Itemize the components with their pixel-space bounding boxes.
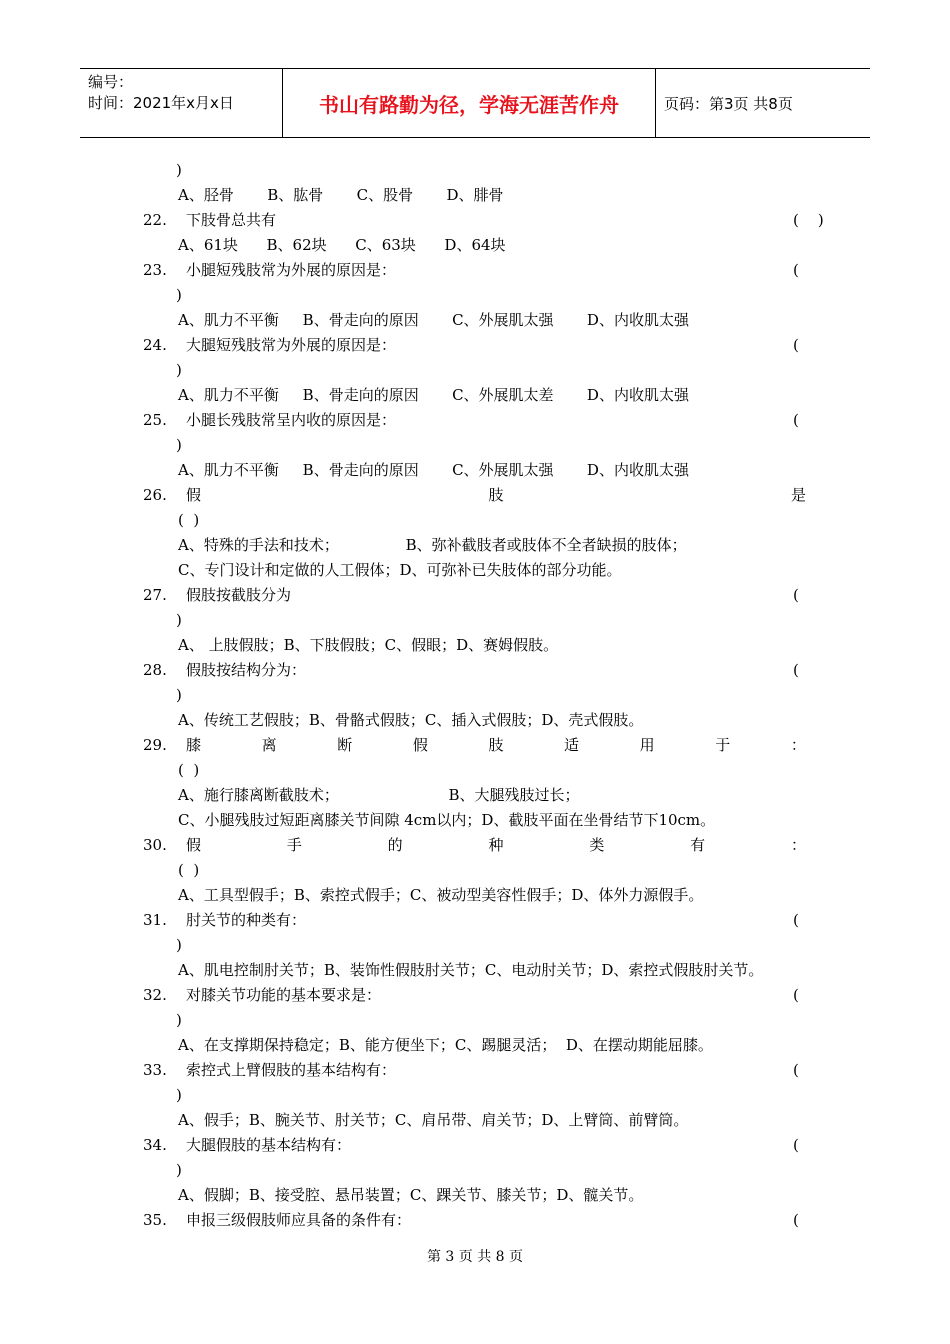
paren-close-text: ) bbox=[176, 436, 182, 454]
question-number: 26. bbox=[143, 486, 167, 504]
time-label: 时间：2021年x月x日 bbox=[88, 94, 234, 112]
stem-char: 假 bbox=[186, 836, 202, 854]
answer-paren: ( bbox=[793, 1136, 799, 1154]
option-text: A、胫骨 B、肱骨 C、股骨 D、腓骨 bbox=[178, 186, 504, 204]
answer-paren: ( bbox=[793, 336, 799, 354]
stem-char: 的 bbox=[387, 836, 403, 854]
answer-paren: ( ) bbox=[793, 211, 824, 229]
question-number: 24. bbox=[143, 336, 167, 354]
paren-close-text: ) bbox=[176, 161, 182, 179]
option-text: ( ) bbox=[178, 861, 200, 879]
question-stem bbox=[186, 835, 806, 855]
option-text: A、61块 B、62块 C、63块 D、64块 bbox=[178, 236, 506, 254]
option-text: A、施行膝离断截肢术； B、大腿残肢过长； bbox=[178, 786, 580, 804]
stem-char: 手 bbox=[286, 836, 302, 854]
option-text: A、肌力不平衡 B、骨走向的原因 C、外展肌太强 D、内收肌太强 bbox=[178, 461, 689, 479]
stem-char: 断 bbox=[337, 736, 353, 754]
question-number: 32. bbox=[143, 986, 167, 1004]
stem-char: 离 bbox=[261, 736, 277, 754]
stem-char: 于 bbox=[715, 736, 731, 754]
option-text: A、传统工艺假肢；B、骨骼式假肢；C、插入式假肢；D、壳式假肢。 bbox=[178, 711, 644, 729]
question-number: 25. bbox=[143, 411, 167, 429]
stem-char: 假 bbox=[412, 736, 428, 754]
question-number: 22. bbox=[143, 211, 167, 229]
stem-char: ： bbox=[790, 736, 806, 754]
question-number: 35. bbox=[143, 1211, 167, 1229]
answer-paren: ( bbox=[793, 1211, 799, 1229]
paren-close-text: ) bbox=[176, 1086, 182, 1104]
question-stem: 对膝关节功能的基本要求是： bbox=[186, 986, 382, 1004]
answer-paren: ( bbox=[793, 411, 799, 429]
question-number: 31. bbox=[143, 911, 167, 929]
header-divider bbox=[655, 69, 656, 137]
page-header bbox=[80, 68, 870, 138]
option-text: C、专门设计和定做的人工假体；D、可弥补已失肢体的部分功能。 bbox=[178, 561, 622, 579]
option-text: ( ) bbox=[178, 761, 200, 779]
answer-paren: ( bbox=[793, 261, 799, 279]
option-text: A、特殊的手法和技术； B、弥补截肢者或肢体不全者缺损的肢体； bbox=[178, 536, 687, 554]
answer-paren: ( bbox=[793, 986, 799, 1004]
answer-paren: ( bbox=[793, 911, 799, 929]
stem-char: 种 bbox=[488, 836, 504, 854]
option-text: A、肌电控制肘关节；B、装饰性假肢肘关节；C、电动肘关节；D、索控式假肢肘关节。 bbox=[178, 961, 764, 979]
page-footer: 第 3 页 共 8 页 bbox=[426, 1249, 524, 1265]
question-number: 28. bbox=[143, 661, 167, 679]
question-number: 29. bbox=[143, 736, 167, 754]
question-stem: 大腿假肢的基本结构有： bbox=[186, 1136, 352, 1154]
option-text: A、工具型假手；B、索控式假手；C、被动型美容性假手；D、体外力源假手。 bbox=[178, 886, 704, 904]
option-text: C、小腿残肢过短距离膝关节间隙 4cm以内；D、截肢平面在坐骨结节下10cm。 bbox=[178, 811, 716, 829]
question-number: 30. bbox=[143, 836, 167, 854]
question-number: 34. bbox=[143, 1136, 167, 1154]
stem-char: 肢 bbox=[488, 486, 504, 504]
paren-close-text: ) bbox=[176, 936, 182, 954]
stem-char: 肢 bbox=[488, 736, 504, 754]
paren-close-text: ) bbox=[176, 361, 182, 379]
question-stem: 假肢按截肢分为 bbox=[186, 586, 292, 604]
option-text: A、假手；B、腕关节、肘关节；C、肩吊带、肩关节；D、上臂筒、前臂筒。 bbox=[178, 1111, 689, 1129]
answer-paren: ( bbox=[793, 1061, 799, 1079]
answer-paren: ( bbox=[793, 661, 799, 679]
answer-paren: ( bbox=[793, 586, 799, 604]
paren-close-text: ) bbox=[176, 686, 182, 704]
option-text: A、在支撑期保持稳定；B、能方便坐下；C、踢腿灵活； D、在摆动期能屈膝。 bbox=[178, 1036, 713, 1054]
header-motto: 书山有路勤为径，学海无涯苦作舟 bbox=[319, 92, 619, 117]
stem-char: 假 bbox=[186, 486, 202, 504]
option-text: ( ) bbox=[178, 511, 200, 529]
question-stem: 大腿短残肢常为外展的原因是： bbox=[186, 336, 397, 354]
option-text: A、 上肢假肢；B、下肢假肢；C、假眼；D、赛姆假肢。 bbox=[178, 636, 559, 654]
header-meta bbox=[88, 72, 234, 114]
paren-close-text: ) bbox=[176, 1011, 182, 1029]
question-stem: 下肢骨总共有 bbox=[186, 211, 277, 229]
paren-close-text: ) bbox=[176, 286, 182, 304]
question-stem bbox=[186, 735, 806, 755]
question-stem: 假肢按结构分为： bbox=[186, 661, 307, 679]
question-number: 27. bbox=[143, 586, 167, 604]
question-number: 23. bbox=[143, 261, 167, 279]
stem-char: ： bbox=[790, 836, 806, 854]
stem-char: 适 bbox=[564, 736, 580, 754]
stem-char: 用 bbox=[639, 736, 655, 754]
option-text: A、肌力不平衡 B、骨走向的原因 C、外展肌太强 D、内收肌太强 bbox=[178, 311, 689, 329]
number-label: 编号： bbox=[88, 73, 134, 91]
question-stem: 肘关节的种类有： bbox=[186, 911, 307, 929]
question-stem: 小腿长残肢常呈内收的原因是： bbox=[186, 411, 397, 429]
question-number: 33. bbox=[143, 1061, 167, 1079]
paren-close-text: ) bbox=[176, 1161, 182, 1179]
question-stem: 申报三级假肢师应具备的条件有： bbox=[186, 1211, 412, 1229]
stem-char: 是 bbox=[790, 486, 806, 504]
paren-close-text: ) bbox=[176, 611, 182, 629]
question-stem: 小腿短残肢常为外展的原因是： bbox=[186, 261, 397, 279]
question-stem: 索控式上臂假肢的基本结构有： bbox=[186, 1061, 397, 1079]
stem-char: 有 bbox=[690, 836, 706, 854]
question-stem bbox=[186, 485, 806, 505]
option-text: A、肌力不平衡 B、骨走向的原因 C、外展肌太差 D、内收肌太强 bbox=[178, 386, 689, 404]
option-text: A、假脚；B、接受腔、悬吊装置；C、踝关节、膝关节；D、髋关节。 bbox=[178, 1186, 644, 1204]
header-page-info: 页码：第3页 共8页 bbox=[664, 94, 793, 113]
stem-char: 类 bbox=[589, 836, 605, 854]
stem-char: 膝 bbox=[186, 736, 202, 754]
